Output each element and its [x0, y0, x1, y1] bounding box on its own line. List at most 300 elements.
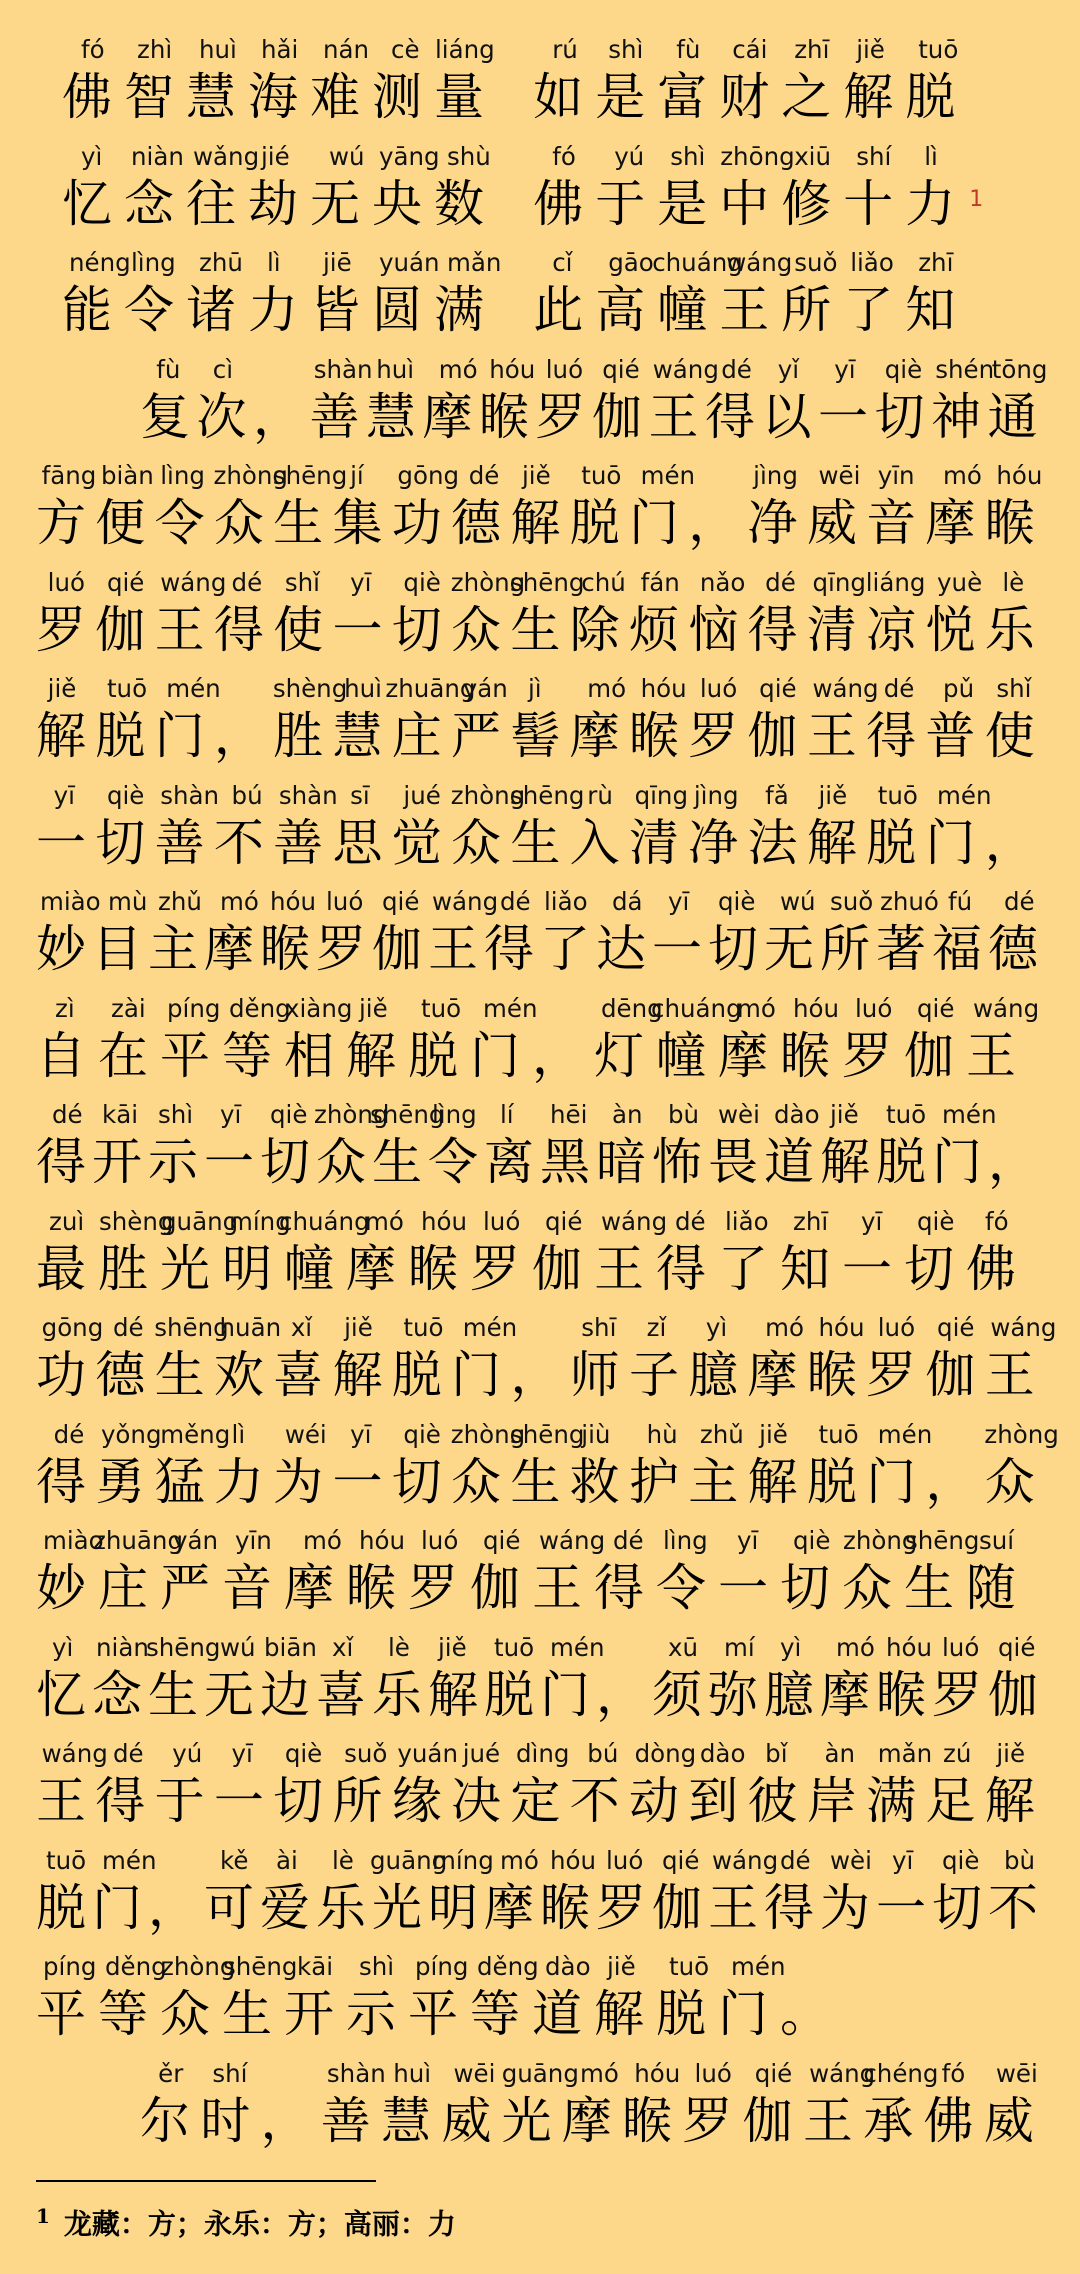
- hanzi-char: 伽: [925, 1346, 976, 1404]
- hanzi-char: 解: [332, 1346, 383, 1404]
- pinyin-syllable: xiàng: [285, 993, 353, 1023]
- pinyin-syllable: bú: [587, 1739, 619, 1768]
- pinyin-syllable: guāng: [370, 1845, 448, 1875]
- hanzi-char: 伽: [592, 387, 642, 446]
- hanzi-char: 脱: [484, 1665, 534, 1724]
- hanzi-char: 一: [332, 600, 383, 659]
- pinyin-syllable: dào: [699, 1739, 746, 1768]
- hanzi-char: 罗: [866, 1346, 917, 1404]
- pinyin-syllable: yī: [892, 1845, 914, 1875]
- hanzi-char: 弥: [708, 1665, 758, 1724]
- pinyin-syllable: huì: [199, 35, 237, 64]
- hanzi-char: 慧: [366, 387, 416, 446]
- pinyin-syllable: qiè: [718, 887, 756, 916]
- pinyin-syllable: luó: [421, 1526, 459, 1555]
- hanzi-char: 乐: [372, 1665, 422, 1724]
- pinyin-syllable: bú: [231, 780, 263, 810]
- hanzi-char: 众: [451, 813, 502, 872]
- pinyin-syllable: zhuó: [880, 887, 939, 916]
- pinyin-row: [0, 1949, 1080, 1985]
- pinyin-syllable: qiè: [284, 1739, 323, 1768]
- hanzi-row: [0, 1555, 1080, 1621]
- hanzi-char: 无: [310, 174, 360, 233]
- hanzi-char: 众: [842, 1559, 892, 1617]
- pinyin-syllable: shì: [359, 1952, 395, 1981]
- pinyin-syllable: hóu: [270, 887, 317, 916]
- hanzi-char: 脱: [391, 1346, 442, 1404]
- pinyin-syllable: mén: [550, 1632, 605, 1662]
- pinyin-syllable: luó: [942, 1632, 980, 1662]
- hanzi-char: 在: [98, 1026, 148, 1085]
- pinyin-syllable: zhòng: [984, 1419, 1059, 1449]
- hanzi-char: 王: [802, 2091, 853, 2150]
- hanzi-char: 达: [596, 920, 646, 978]
- pinyin-syllable: shī: [581, 1313, 617, 1342]
- hanzi-char: 光: [160, 1239, 210, 1298]
- pinyin-syllable: lè: [1002, 567, 1025, 597]
- pinyin-syllable: mén: [640, 461, 696, 490]
- hanzi-char: 罗: [682, 2091, 733, 2150]
- hanzi-char: 恼: [688, 600, 739, 659]
- pinyin-syllable: tuō: [403, 1313, 444, 1342]
- pinyin-syllable: shēng: [146, 1632, 221, 1662]
- pinyin-syllable: yāng: [379, 141, 440, 171]
- pinyin-syllable: mó: [943, 461, 982, 490]
- pinyin-syllable: mén: [483, 993, 538, 1023]
- hanzi-char: 定: [510, 1772, 561, 1830]
- hanzi-char: 怖: [652, 1133, 702, 1191]
- pinyin-syllable: liǎo: [725, 1206, 769, 1236]
- pinyin-syllable: yīn: [235, 1526, 272, 1555]
- pinyin-syllable: lìng: [160, 461, 205, 490]
- hanzi-char: 王: [708, 1878, 758, 1937]
- hanzi-char: 皆: [310, 281, 360, 339]
- hanzi-char: ，: [596, 1665, 646, 1724]
- pinyin-syllable: yǒng: [100, 1419, 162, 1449]
- pinyin-syllable: yán: [462, 674, 508, 703]
- hanzi-char: 严: [451, 707, 502, 765]
- pinyin-syllable: tuō: [918, 35, 959, 64]
- pinyin-syllable: qié: [998, 1632, 1036, 1662]
- pinyin-syllable: zhī: [793, 1206, 829, 1236]
- hanzi-char: 此: [533, 281, 584, 339]
- hanzi-char: 时: [200, 2091, 251, 2150]
- hanzi-row: [0, 64, 1080, 130]
- hanzi-row: [0, 1129, 1080, 1195]
- hanzi-char: 罗: [408, 1559, 458, 1617]
- pinyin-syllable: zhòng: [450, 1419, 526, 1449]
- hanzi-char: ，: [688, 494, 739, 552]
- hanzi-char: 王: [719, 281, 770, 339]
- hanzi-char: 王: [966, 1026, 1016, 1085]
- pinyin-syllable: yī: [861, 1206, 883, 1236]
- hanzi-char: 为: [273, 1452, 324, 1511]
- pinyin-syllable: wú: [329, 141, 365, 171]
- pinyin-syllable: luó: [606, 1845, 644, 1875]
- hanzi-char: 。: [780, 1985, 830, 2043]
- pinyin-syllable: shēng: [510, 780, 585, 810]
- pinyin-row: [0, 565, 1080, 601]
- hanzi-char: 脱: [408, 1026, 458, 1085]
- hanzi-char: 猛: [154, 1452, 205, 1511]
- hanzi-char: 十: [843, 174, 894, 233]
- pinyin-syllable: niàn: [131, 141, 184, 171]
- hanzi-char: 子: [628, 1346, 679, 1404]
- pinyin-syllable: yī: [350, 1419, 372, 1449]
- hanzi-char: 善: [320, 2091, 371, 2150]
- hanzi-char: 自: [36, 1026, 86, 1085]
- hanzi-char: 脱: [656, 1985, 706, 2043]
- pinyin-syllable: fó: [81, 35, 105, 64]
- hanzi-char: 得: [36, 1133, 86, 1191]
- pinyin-syllable: dé: [765, 567, 796, 597]
- pinyin-syllable: fù: [676, 35, 701, 64]
- hanzi-row: [0, 1662, 1080, 1728]
- pinyin-row: [0, 1736, 1080, 1772]
- pinyin-syllable: hóu: [359, 1526, 406, 1555]
- hanzi-char: 妙: [36, 920, 86, 978]
- hanzi-char: 道: [532, 1985, 582, 2043]
- pinyin-syllable: ěr: [158, 2058, 184, 2088]
- hanzi-char: ，: [925, 1452, 976, 1511]
- hanzi-char: 脱: [569, 494, 620, 552]
- pinyin-syllable: mén: [877, 1419, 933, 1449]
- verse-line: [0, 1097, 1080, 1204]
- hanzi-char: 威: [806, 494, 857, 552]
- hanzi-char: 通: [987, 387, 1038, 446]
- hanzi-char: 忆: [62, 174, 112, 233]
- pinyin-syllable: píng: [415, 1952, 469, 1981]
- hanzi-char: 便: [95, 494, 146, 552]
- pinyin-syllable: dé: [1004, 887, 1035, 916]
- pinyin-syllable: mén: [937, 780, 992, 810]
- pinyin-syllable: míng: [229, 1206, 291, 1236]
- pinyin-syllable: dé: [675, 1206, 706, 1236]
- hanzi-char: 离: [484, 1133, 534, 1191]
- pinyin-syllable: liǎo: [544, 887, 588, 916]
- hanzi-char: 所: [781, 281, 832, 339]
- pinyin-syllable: yì: [52, 1632, 74, 1662]
- hanzi-char: 一: [213, 1772, 264, 1830]
- pinyin-syllable: hóu: [640, 674, 687, 703]
- pinyin-syllable: dé: [613, 1526, 644, 1555]
- pinyin-syllable: bǐ: [765, 1739, 788, 1768]
- hanzi-char: 尔: [140, 2091, 190, 2150]
- hanzi-row: [0, 1342, 1080, 1408]
- verse-line: [0, 139, 1080, 246]
- pinyin-syllable: wú: [220, 1632, 256, 1662]
- pinyin-syllable: měng: [160, 1419, 231, 1449]
- hanzi-char: 一: [842, 1239, 892, 1298]
- pinyin-syllable: mó: [587, 674, 627, 703]
- pinyin-syllable: liáng: [865, 567, 926, 597]
- footnote-rule: [36, 2180, 376, 2182]
- hanzi-char: 门: [925, 813, 976, 872]
- hanzi-char: 众: [316, 1133, 366, 1191]
- pinyin-syllable: lè: [388, 1632, 410, 1662]
- hanzi-char: 门: [470, 1026, 520, 1085]
- pinyin-syllable: zǐ: [646, 1313, 667, 1342]
- hanzi-char: 净: [747, 494, 798, 552]
- pinyin-syllable: jiě: [522, 461, 551, 490]
- pinyin-row: [0, 245, 1080, 281]
- pinyin-syllable: tuō: [106, 674, 148, 703]
- pinyin-syllable: mó: [765, 1313, 805, 1342]
- pinyin-syllable: qié: [759, 674, 797, 703]
- pinyin-syllable: mó: [303, 1526, 342, 1555]
- hanzi-char: 庄: [98, 1559, 148, 1617]
- hanzi-char: 善: [309, 387, 360, 446]
- pinyin-syllable: xǐ: [332, 1632, 354, 1662]
- pinyin-syllable: wáng: [432, 887, 499, 916]
- verse-line: [0, 1417, 1080, 1524]
- hanzi-row: [0, 1236, 1080, 1302]
- pinyin-syllable: hóu: [886, 1632, 933, 1662]
- hanzi-char: 罗: [316, 920, 366, 978]
- hanzi-char: 了: [843, 281, 894, 339]
- pinyin-syllable: dòng: [634, 1739, 697, 1768]
- hanzi-char: 福: [932, 920, 982, 978]
- hanzi-char: 音: [222, 1559, 272, 1617]
- hanzi-char: 黑: [540, 1133, 590, 1191]
- pinyin-syllable: zhī: [794, 35, 830, 64]
- hanzi-char: 王: [984, 1346, 1035, 1404]
- hanzi-char: 幢: [657, 281, 708, 339]
- pinyin-syllable: qié: [937, 1313, 975, 1342]
- pinyin-row: [0, 671, 1080, 707]
- pinyin-syllable: dé: [112, 1313, 144, 1342]
- hanzi-char: 王: [154, 600, 205, 659]
- pinyin-syllable: fó: [941, 2058, 966, 2088]
- pinyin-syllable: jiě: [607, 1952, 636, 1981]
- hanzi-char: 伽: [988, 1665, 1038, 1724]
- hanzi-char: 一: [204, 1133, 254, 1191]
- hanzi-char: 光: [501, 2091, 552, 2150]
- pinyin-syllable: jiě: [438, 1632, 467, 1662]
- verse-line: [0, 884, 1080, 991]
- hanzi-char: 暗: [596, 1133, 646, 1191]
- pinyin-syllable: zhòng: [450, 780, 526, 810]
- hanzi-char: 可: [204, 1878, 254, 1937]
- pinyin-syllable: wèi: [718, 1100, 760, 1129]
- hanzi-char: 富: [657, 68, 708, 126]
- hanzi-char: 解: [594, 1985, 644, 2043]
- pinyin-row: [0, 1097, 1080, 1133]
- hanzi-char: 睺: [628, 707, 679, 765]
- pinyin-syllable: liáng: [435, 35, 495, 64]
- hanzi-char: 神: [931, 387, 981, 446]
- hanzi-char: 睺: [876, 1665, 926, 1724]
- hanzi-char: 乐: [984, 600, 1035, 659]
- pinyin-syllable: luó: [699, 674, 738, 703]
- hanzi-row: [0, 1023, 1080, 1089]
- pinyin-syllable: fó: [985, 1206, 1009, 1236]
- pinyin-syllable: shàn: [160, 780, 220, 810]
- pinyin-syllable: shǐ: [284, 567, 320, 597]
- hanzi-char: 方: [36, 494, 86, 552]
- hanzi-char: 明: [222, 1239, 272, 1298]
- pinyin-syllable: cǐ: [552, 248, 573, 277]
- pinyin-syllable: yuè: [937, 567, 983, 597]
- hanzi-char: 善: [273, 813, 324, 872]
- hanzi-char: 知: [905, 281, 956, 339]
- hanzi-char: 切: [95, 813, 146, 872]
- pinyin-syllable: shàn: [313, 354, 373, 384]
- pinyin-row: [0, 1523, 1080, 1559]
- hanzi-char: 生: [904, 1559, 954, 1617]
- hanzi-char: 光: [372, 1878, 422, 1937]
- pinyin-syllable: dé: [500, 887, 531, 916]
- pinyin-syllable: qīng: [634, 780, 689, 810]
- hanzi-char: 脱: [36, 1878, 86, 1937]
- pinyin-syllable: tuō: [669, 1952, 710, 1981]
- hanzi-char: 德: [95, 1346, 146, 1404]
- pinyin-syllable: tuō: [421, 993, 462, 1023]
- pinyin-syllable: shí: [212, 2058, 248, 2088]
- pinyin-syllable: jié: [261, 141, 290, 171]
- pinyin-syllable: ài: [276, 1845, 298, 1875]
- verse-line: [0, 352, 1080, 459]
- pinyin-syllable: jiù: [581, 1419, 611, 1449]
- hanzi-char: 乐: [316, 1878, 366, 1937]
- pinyin-syllable: shēng: [154, 1313, 229, 1342]
- pinyin-syllable: huì: [344, 674, 382, 703]
- pinyin-syllable: yǐ: [777, 354, 800, 384]
- hanzi-char: 法: [747, 813, 798, 872]
- hanzi-char: 缘: [391, 1772, 442, 1830]
- pinyin-syllable: luó: [545, 354, 584, 384]
- pinyin-syllable: huān: [219, 1313, 282, 1342]
- pinyin-syllable: miào: [43, 1526, 104, 1555]
- pinyin-syllable: néng: [69, 248, 131, 277]
- hanzi-char: 灯: [594, 1026, 644, 1085]
- pinyin-syllable: zhōng: [720, 141, 795, 171]
- hanzi-char: 伽: [747, 707, 798, 765]
- pinyin-syllable: yī: [834, 354, 856, 384]
- hanzi-char: 德: [988, 920, 1038, 978]
- pinyin-syllable: qié: [106, 567, 145, 597]
- pinyin-syllable: shēng: [223, 1952, 298, 1981]
- verse-line: [0, 32, 1080, 139]
- pinyin-syllable: yī: [220, 1100, 242, 1129]
- hanzi-char: 得: [484, 920, 534, 978]
- pinyin-syllable: luó: [47, 567, 85, 597]
- pinyin-syllable: jiě: [830, 1100, 859, 1129]
- pinyin-syllable: jìng: [693, 780, 739, 810]
- hanzi-char: 须: [652, 1665, 702, 1724]
- hanzi-char: 切: [780, 1559, 830, 1617]
- hanzi-char: 王: [594, 1239, 644, 1298]
- pinyin-syllable: mén: [942, 1100, 997, 1129]
- pinyin-syllable: wáng: [809, 2058, 876, 2088]
- hanzi-char: 生: [148, 1665, 198, 1724]
- hanzi-char: 以: [761, 387, 812, 446]
- pinyin-row: [0, 1843, 1080, 1879]
- pinyin-syllable: xǐ: [290, 1313, 313, 1342]
- pinyin-syllable: wáng: [812, 674, 879, 703]
- hanzi-char: 彼: [747, 1772, 798, 1830]
- hanzi-char: 救: [569, 1452, 620, 1511]
- pinyin-syllable: wēi: [453, 2058, 496, 2088]
- pinyin-syllable: dé: [883, 674, 915, 703]
- pinyin-syllable: kāi: [102, 1100, 139, 1129]
- pinyin-syllable: yán: [173, 1526, 219, 1555]
- hanzi-char: 脱: [806, 1452, 857, 1511]
- verse-line: [0, 1310, 1080, 1417]
- hanzi-char: 诸: [186, 281, 236, 339]
- pinyin-syllable: zú: [943, 1739, 972, 1768]
- hanzi-char: ，: [260, 2091, 311, 2150]
- pinyin-syllable: hóu: [793, 993, 840, 1023]
- pinyin-row: [0, 2056, 1080, 2092]
- hanzi-char: 中: [719, 174, 770, 233]
- pinyin-syllable: yì: [705, 1313, 728, 1342]
- hanzi-char: 令: [656, 1559, 706, 1617]
- hanzi-char: 使: [984, 707, 1035, 765]
- hanzi-char: 最: [36, 1239, 86, 1298]
- pinyin-syllable: jiě: [996, 1739, 1026, 1768]
- pinyin-syllable: yī: [53, 780, 75, 810]
- pinyin-syllable: yī: [350, 567, 372, 597]
- verse-line: [0, 458, 1080, 565]
- pinyin-syllable: luó: [855, 993, 893, 1023]
- pinyin-syllable: qiè: [793, 1526, 831, 1555]
- hanzi-char: 睺: [622, 2091, 673, 2150]
- hanzi-char: 念: [124, 174, 174, 233]
- pinyin-syllable: qīng: [812, 567, 866, 597]
- pinyin-syllable: tōng: [991, 354, 1048, 384]
- pinyin-syllable: fú: [948, 887, 973, 916]
- hanzi-char: 烦: [628, 600, 679, 659]
- pinyin-syllable: mó: [500, 1845, 539, 1875]
- hanzi-char: 普: [925, 707, 976, 765]
- pinyin-syllable: chuáng: [279, 1206, 370, 1236]
- pinyin-syllable: wǎng: [193, 141, 260, 171]
- pinyin-syllable: suǒ: [344, 1739, 388, 1768]
- hanzi-char: 了: [540, 920, 590, 978]
- pinyin-syllable: mén: [166, 674, 221, 703]
- pinyin-syllable: jiě: [856, 35, 885, 64]
- pinyin-syllable: qiè: [942, 1845, 980, 1875]
- pinyin-syllable: jiě: [818, 780, 848, 810]
- pinyin-syllable: cái: [732, 35, 768, 64]
- pinyin-syllable: guāng: [161, 1206, 239, 1236]
- hanzi-char: 摩: [820, 1665, 870, 1724]
- pinyin-row: [0, 1417, 1080, 1453]
- hanzi-char: 脱: [876, 1133, 926, 1191]
- pinyin-syllable: bù: [1004, 1845, 1036, 1875]
- hanzi-char: 伽: [532, 1239, 582, 1298]
- pinyin-syllable: hóu: [996, 461, 1043, 490]
- pinyin-syllable: àn: [824, 1739, 856, 1768]
- hanzi-char: 承: [863, 2091, 914, 2150]
- hanzi-char: 思: [332, 813, 383, 872]
- pinyin-syllable: wáng: [990, 1313, 1057, 1342]
- hanzi-char: 足: [925, 1772, 976, 1830]
- hanzi-char: 佛: [966, 1239, 1016, 1298]
- hanzi-char: 量: [434, 68, 484, 126]
- hanzi-char: 切: [260, 1133, 310, 1191]
- hanzi-char: 威: [983, 2091, 1034, 2150]
- pinyin-syllable: wáng: [726, 248, 793, 277]
- hanzi-char: 劫: [248, 174, 298, 233]
- hanzi-char: 功: [391, 494, 442, 552]
- pinyin-syllable: shǐ: [996, 674, 1032, 703]
- hanzi-char: 王: [36, 1772, 86, 1830]
- hanzi-char: 海: [248, 68, 298, 126]
- hanzi-char: 一: [332, 1452, 383, 1511]
- hanzi-char: 不: [988, 1878, 1038, 1937]
